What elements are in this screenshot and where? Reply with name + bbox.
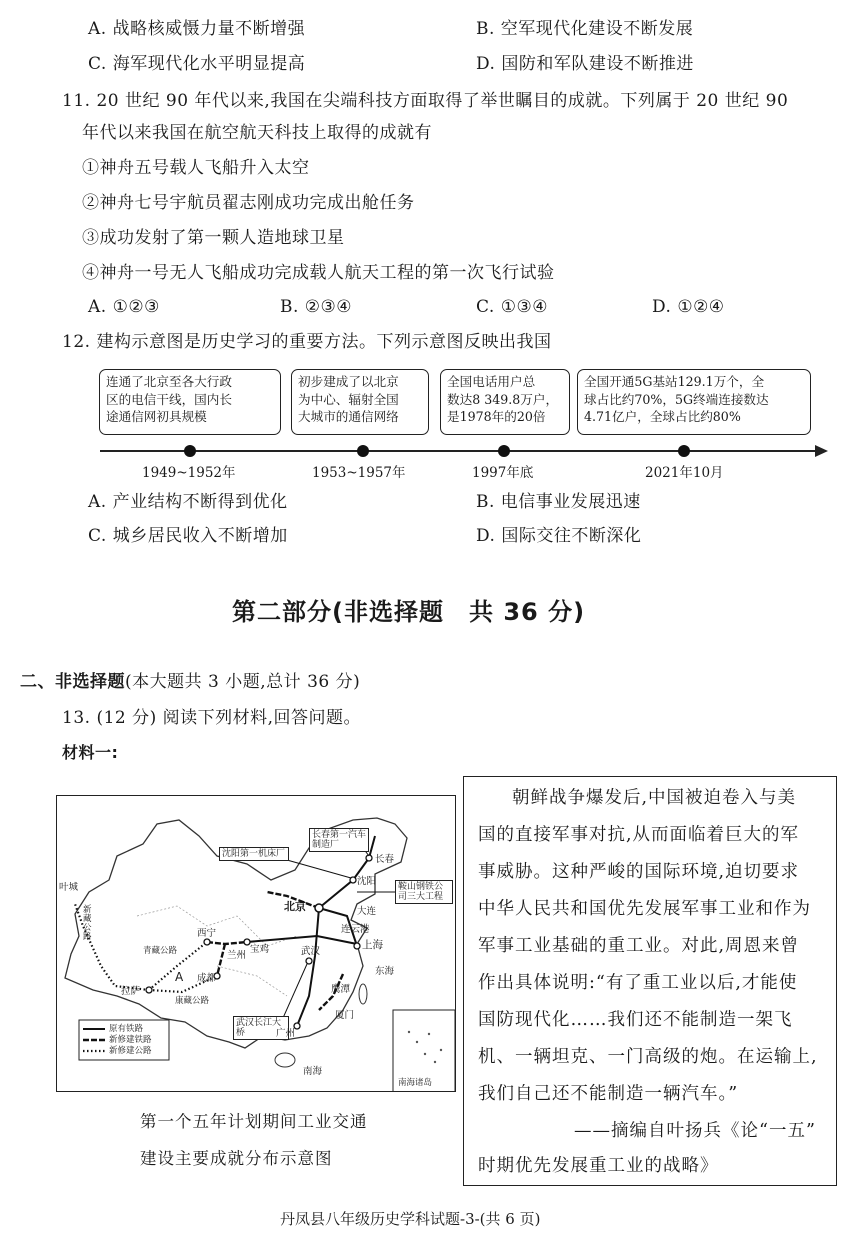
q12-option-c: C. 城乡居民收入不断增加 <box>88 526 288 546</box>
q12-option-a: A. 产业结构不断得到优化 <box>88 492 288 512</box>
timeline-box-1-line-3: 途通信网初具规模 <box>106 409 207 424</box>
timeline-dot-1 <box>184 445 196 457</box>
map-label-wuhan: 武汉 <box>301 946 321 957</box>
timeline-box-1-line-2: 区的电信干线，国内长 <box>106 391 232 407</box>
quote-line-2: 国的直接军事对抗,从而面临着巨大的军 <box>478 825 800 845</box>
timeline-box-2-line-3: 大城市的通信网络 <box>298 409 399 424</box>
quote-line-8: 机、一辆坦克、一门高级的炮。在运输上, <box>478 1047 818 1067</box>
timeline-date-3: 1997年底 <box>472 465 534 481</box>
timeline-box-1 <box>99 369 281 435</box>
map-label-changchun: 长春 <box>375 854 395 865</box>
hainan-island <box>275 1053 295 1067</box>
legend-old-railway: 原有铁路 <box>109 1024 144 1034</box>
map-label-kangzang-road: 康藏公路 <box>175 996 210 1006</box>
map-label-changchun-factory: 长春第一汽车制造厂 <box>309 828 369 852</box>
q11-option-b: B. ②③④ <box>280 297 353 317</box>
industry-transport-map <box>56 795 456 1092</box>
q11-item-3: ③成功发射了第一颗人造地球卫星 <box>82 228 345 248</box>
q12-option-b: B. 电信事业发展迅速 <box>476 492 641 512</box>
map-label-xining: 西宁 <box>197 928 217 939</box>
timeline-axis <box>96 440 836 462</box>
legend-new-railway: 新修建铁路 <box>109 1035 152 1045</box>
pointer-shenyang <box>287 860 351 878</box>
timeline-dot-2 <box>357 445 369 457</box>
part2-title: 第二部分(非选择题 共 36 分) <box>232 598 586 626</box>
map-label-chengdu: 成都 <box>197 973 217 984</box>
q12-stem: 12. 建构示意图是历史学习的重要方法。下列示意图反映出我国 <box>62 332 552 352</box>
city-xining-dot <box>204 939 210 945</box>
timeline-box-2-line-2: 为中心、辐射全国 <box>298 391 399 407</box>
city-beijing-dot <box>315 904 323 912</box>
timeline-date-4: 2021年10月 <box>645 465 724 481</box>
railway-beijing-guangzhou <box>297 908 319 1026</box>
quote-line-9: 我们自己还不能制造一辆汽车。” <box>478 1084 739 1104</box>
timeline-box-4 <box>577 369 811 435</box>
timeline-dot-3 <box>498 445 510 457</box>
map-label-lianyungang: 连云港 <box>341 924 370 935</box>
timeline-box-3-line-3: 是1978年的20倍 <box>447 409 546 424</box>
map-label-guangzhou: 广州 <box>276 1028 296 1039</box>
q11-option-d: D. ①②④ <box>652 297 725 317</box>
map-label-yingtan: 鹰潭 <box>331 984 351 995</box>
city-wuhan-dot <box>306 958 312 964</box>
section2-heading-line <box>20 671 360 693</box>
section2-heading: 二、非选择题 <box>20 672 125 692</box>
quote-line-7: 国防现代化……我们还不能制造一架飞 <box>478 1010 793 1030</box>
timeline-box-3-line-1: 全国电话用户总 <box>447 374 536 389</box>
quote-line-1: 朝鲜战争爆发后,中国被迫卷入与美 <box>512 788 797 808</box>
timeline-box-4-line-3: 4.71亿户，全球占比约80% <box>584 409 741 424</box>
map-caption-line2: 建设主要成就分布示意图 <box>140 1149 333 1168</box>
timeline-box-3-line-2: 数达8 349.8万户， <box>447 391 559 407</box>
map-label-shenyang: 沈阳 <box>357 876 377 887</box>
timeline-box-1-line-1: 连通了北京至各大行政 <box>106 374 232 389</box>
q11-option-c: C. ①③④ <box>476 297 548 317</box>
q10-option-a: A. 战略核威慑力量不断增强 <box>88 19 306 39</box>
page-footer: 丹凤县八年级历史学科试题-3-(共 6 页) <box>280 1210 541 1228</box>
quote-source-line1: ——摘编自叶扬兵《论“一五” <box>574 1121 816 1141</box>
city-lasa-dot <box>146 987 152 993</box>
map-label-beijing: 北京 <box>284 900 306 913</box>
railway-longhai <box>247 936 357 944</box>
map-label-nanhai-islands: 南海诸岛 <box>398 1078 433 1088</box>
timeline-box-4-line-2: 球占比约70%，5G终端连接数达 <box>584 391 769 407</box>
q11-stem-line1: 11. 20 世纪 90 年代以来,我国在尖端科技方面取得了举世瞩目的成就。下列属于 20 世纪 90 <box>62 91 789 111</box>
q11-item-2: ②神舟七号宇航员翟志刚成功完成出舱任务 <box>82 193 415 213</box>
map-label-a: A <box>175 970 184 984</box>
city-shanghai-dot <box>354 943 360 949</box>
map-label-dalian: 大连 <box>357 906 377 917</box>
section2-note: (本大题共 3 小题,总计 36 分) <box>125 672 361 692</box>
map-label-lasa: 拉萨 <box>121 986 141 997</box>
q10-option-d: D. 国防和军队建设不断推进 <box>476 54 694 74</box>
map-label-anshan: 鞍山钢铁公司三大工程 <box>395 880 453 904</box>
map-label-lanzhou: 兰州 <box>227 950 247 961</box>
timeline-box-2-line-1: 初步建成了以北京 <box>298 374 399 389</box>
q10-option-b: B. 空军现代化建设不断发展 <box>476 19 694 39</box>
map-label-yecheng: 叶城 <box>59 882 79 893</box>
timeline-arrow-icon <box>815 445 828 457</box>
map-caption-line1: 第一个五年计划期间工业交通 <box>140 1112 368 1131</box>
timeline-box-4-line-1: 全国开通5G基站129.1万个，全 <box>584 374 765 389</box>
q12-option-d: D. 国际交往不断深化 <box>476 526 642 546</box>
legend-new-highway: 新修建公路 <box>109 1046 152 1056</box>
map-label-nanhai: 南海 <box>303 1066 323 1077</box>
map-label-xinzang-road: 新藏公路 <box>83 905 92 942</box>
timeline-date-1: 1949~1952年 <box>142 465 236 481</box>
map-label-qingzang-road: 青藏公路 <box>143 946 178 956</box>
timeline-date-2: 1953~1957年 <box>312 465 406 481</box>
material-quote-box <box>463 776 837 1186</box>
map-label-donghai: 东海 <box>375 966 395 977</box>
map-label-shanghai: 上海 <box>362 939 383 951</box>
material-1-label: 材料一: <box>62 743 119 762</box>
map-label-shenyang-factory: 沈阳第一机床厂 <box>219 847 289 861</box>
q11-item-1: ①神舟五号载人飞船升入太空 <box>82 158 310 178</box>
q13-stem: 13. (12 分) 阅读下列材料,回答问题。 <box>62 708 362 728</box>
timeline-dot-4 <box>678 445 690 457</box>
quote-line-4: 中华人民共和国优先发展军事工业和作为 <box>478 899 811 919</box>
q11-item-4: ④神舟一号无人飞船成功完成载人航天工程的第一次飞行试验 <box>82 263 555 283</box>
map-label-baoji: 宝鸡 <box>250 944 270 955</box>
quote-line-3: 事威胁。这种严峻的国际环境,迫切要求 <box>478 862 800 882</box>
quote-line-5: 军事工业基础的重工业。对此,周恩来曾 <box>478 936 800 956</box>
timeline-box-3 <box>440 369 570 435</box>
quote-line-6: 作出具体说明:“有了重工业以后,才能使 <box>478 973 798 993</box>
timeline-box-2 <box>291 369 429 435</box>
q11-option-a: A. ①②③ <box>88 297 160 317</box>
q10-option-c: C. 海军现代化水平明显提高 <box>88 54 306 74</box>
taiwan-island <box>359 984 367 1004</box>
q11-stem-line2: 年代以来我国在航空航天科技上取得的成就有 <box>82 123 432 143</box>
quote-source-line2: 时期优先发展重工业的战略》 <box>478 1156 719 1176</box>
map-label-xiamen: 厦门 <box>335 1010 355 1021</box>
map-label-wuhan-bridge: 武汉长江大桥 <box>233 1016 289 1040</box>
